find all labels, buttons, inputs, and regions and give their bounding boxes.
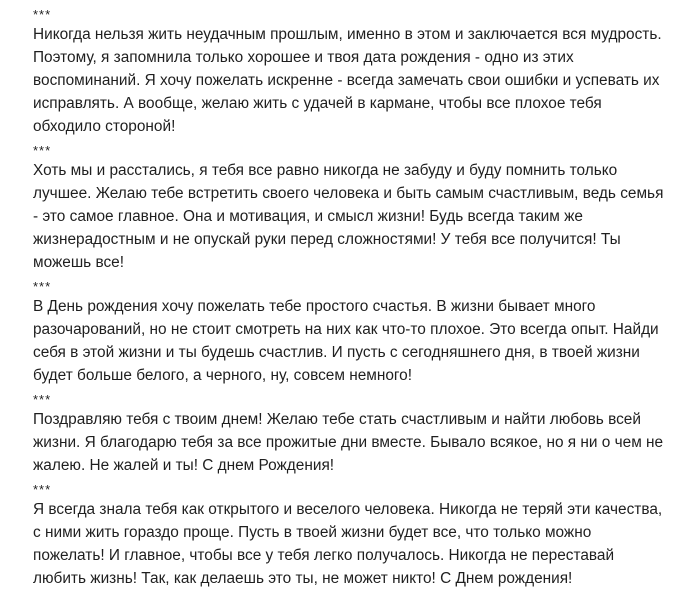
text-line: Поэтому, я запомнила только хорошее и твоя дата рождения - одно из этих	[33, 49, 574, 66]
text-line: жизни. Я благодарю тебя за все прожитые дни вместе. Бывало всякое, но я ни о чем не	[33, 434, 664, 451]
text-line: В День рождения хочу пожелать тебе простого счастья. В жизни бывает много	[33, 298, 596, 315]
text-line: Поздравляю тебя с твоим днем! Желаю тебе стать счастливым и найти любовь всей	[33, 411, 641, 428]
text-line: исправлять. А вообще, желаю жить с удачей в кармане, чтобы все плохое тебя	[33, 95, 602, 112]
text-line: жизнерадостным и не опускай руки перед сложностями! У тебя все получится! Ты	[33, 231, 621, 248]
separator: ***	[33, 279, 52, 294]
greeting-paragraph-5	[33, 498, 676, 590]
text-line: можешь все!	[33, 254, 124, 271]
text-line: с ними жить гораздо проще. Пусть в твоей жизни будет все, что только можно	[33, 524, 592, 541]
text-line: любить жизнь! Так, как делаешь это ты, не может никто! С Днем рождения!	[33, 570, 573, 587]
text-line: лучшее. Желаю тебе встретить своего человека и быть самым счастливым, ведь семья	[33, 185, 664, 202]
text-line: разочарований, но не стоит смотреть на них как что-то плохое. Это всегда опыт. Найди	[33, 321, 659, 338]
text-line: пожелать! И главное, чтобы все у тебя легко получалось. Никогда не переставай	[33, 547, 615, 564]
text-line: Я всегда знала тебя как открытого и веселого человека. Никогда не теряй эти качества,	[33, 501, 663, 518]
separator: ***	[33, 143, 52, 158]
text-line: будет больше белого, а черного, ну, совсем немного!	[33, 367, 412, 384]
text-line: воспоминаний. Я хочу пожелать искренне - всегда замечать свои ошибки и успевать их	[33, 72, 660, 89]
text-line: Никогда нельзя жить неудачным прошлым, именно в этом и заключается вся мудрость.	[33, 26, 662, 43]
separator: ***	[33, 482, 52, 497]
text-line: жалею. Не жалей и ты! С днем Рождения!	[33, 457, 335, 474]
text-line: Хоть мы и расстались, я тебя все равно никогда не забуду и буду помнить только	[33, 162, 618, 179]
greeting-paragraph-4	[33, 408, 676, 477]
text-line: - это самое главное. Она и мотивация, и смысл жизни! Будь всегда таким же	[33, 208, 583, 225]
text-line: себя в этой жизни и ты будешь счастлив. И пусть с сегодняшнего дня, в твоей жизни	[33, 344, 640, 361]
text-line: обходило стороной!	[33, 118, 176, 135]
separator: ***	[33, 7, 52, 22]
greeting-paragraph-2	[33, 159, 676, 274]
greeting-paragraph-1	[33, 23, 676, 138]
separator: ***	[33, 392, 52, 407]
greeting-paragraph-3	[33, 295, 676, 387]
